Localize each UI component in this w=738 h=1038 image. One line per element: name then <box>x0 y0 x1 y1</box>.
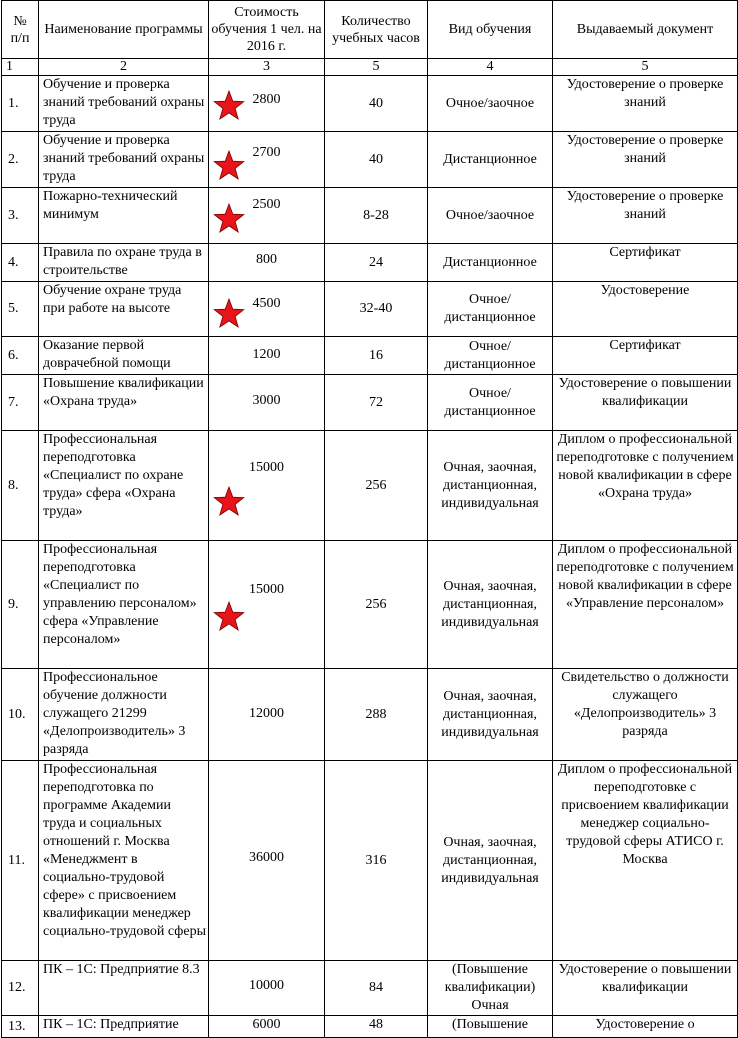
program-name: Оказание первой доврачебной помощи <box>39 337 209 375</box>
price-cell <box>209 1016 325 1038</box>
row-number: 7. <box>2 375 39 431</box>
row-number: 10. <box>2 669 39 761</box>
price-value: 12000 <box>249 706 284 721</box>
hours-value: 24 <box>325 244 428 282</box>
study-type: Очное/заочное <box>428 76 553 132</box>
price-value: 4500 <box>252 296 281 311</box>
header-hours: Количество учебных часов <box>325 1 428 59</box>
hours-value: 256 <box>325 431 428 541</box>
star-icon <box>213 486 245 516</box>
study-type: Очная, заочная, дистанционная, индивидуальная <box>428 669 553 761</box>
header-name: Наименование программы <box>39 1 209 59</box>
price-cell <box>209 669 325 761</box>
study-type: (Повышение квалификации) Очная <box>428 961 553 1016</box>
price-cell <box>209 337 325 375</box>
price-value: 2500 <box>252 197 281 212</box>
table-row <box>2 282 738 337</box>
hours-value: 40 <box>325 132 428 188</box>
study-type: Очное/заочное <box>428 188 553 244</box>
study-type: Очное/дистанционное <box>428 375 553 431</box>
issued-document: Удостоверение о проверке знаний <box>553 76 738 132</box>
row-number: 9. <box>2 541 39 669</box>
study-type: Очная, заочная, дистанционная, индивидуальная <box>428 761 553 961</box>
issued-document: Сертификат <box>553 244 738 282</box>
header-type: Вид обучения <box>428 1 553 59</box>
hours-value: 40 <box>325 76 428 132</box>
hours-value: 48 <box>325 1016 428 1038</box>
price-value: 15000 <box>249 582 284 597</box>
program-name: ПК – 1С: Предприятие 8.3 <box>39 961 209 1016</box>
row-number: 12. <box>2 961 39 1016</box>
price-cell <box>209 761 325 961</box>
program-name: ПК – 1С: Предприятие <box>39 1016 209 1038</box>
price-value: 15000 <box>249 460 284 475</box>
price-value: 36000 <box>249 850 284 865</box>
star-icon <box>213 298 245 328</box>
program-name: Повышение квалификации «Охрана труда» <box>39 375 209 431</box>
table-row <box>2 761 738 961</box>
hours-value: 84 <box>325 961 428 1016</box>
study-type: Очное/дистанционное <box>428 282 553 337</box>
hours-value: 16 <box>325 337 428 375</box>
column-number: 5 <box>325 59 428 76</box>
hours-value: 32-40 <box>325 282 428 337</box>
issued-document: Диплом о профессиональной переподготовке с получением новой квалификации в сфере «Управление персоналом» <box>553 541 738 669</box>
hours-value: 288 <box>325 669 428 761</box>
column-number: 4 <box>428 59 553 76</box>
row-number: 1. <box>2 76 39 132</box>
table-row <box>2 375 738 431</box>
price-value: 2700 <box>252 145 281 160</box>
program-name: Профессиональное обучение должности служащего 21299 «Делопроизводитель» 3 разряда <box>39 669 209 761</box>
issued-document: Удостоверение о проверке знаний <box>553 132 738 188</box>
hours-value: 256 <box>325 541 428 669</box>
issued-document: Свидетельство о должности служащего «Делопроизводитель» 3 разряда <box>553 669 738 761</box>
column-number: 1 <box>2 59 39 76</box>
program-name: Обучение и проверка знаний требований охраны труда <box>39 76 209 132</box>
table-row <box>2 337 738 375</box>
study-type: Очная, заочная, дистанционная, индивидуальная <box>428 431 553 541</box>
study-type: Очная, заочная, дистанционная, индивидуальная <box>428 541 553 669</box>
table-row <box>2 132 738 188</box>
program-name: Правила по охране труда в строительстве <box>39 244 209 282</box>
price-cell <box>209 282 325 337</box>
study-type: Дистанционное <box>428 244 553 282</box>
program-name: Профессиональная переподготовка по программе Академии труда и социальных отношений г. Москва «Менеджмент в социально-трудовой сфере» с присвоением квалификации менеджер социально-трудовой сферы <box>39 761 209 961</box>
study-type: Дистанционное <box>428 132 553 188</box>
issued-document: Диплом о профессиональной переподготовке с получением новой квалификации в сфере «Охрана труда» <box>553 431 738 541</box>
table-row <box>2 188 738 244</box>
table-row <box>2 431 738 541</box>
issued-document: Удостоверение <box>553 282 738 337</box>
hours-value: 316 <box>325 761 428 961</box>
header-row <box>2 1 738 59</box>
hours-value: 72 <box>325 375 428 431</box>
price-cell <box>209 431 325 541</box>
star-icon <box>213 203 245 233</box>
issued-document: Удостоверение о проверке знаний <box>553 188 738 244</box>
price-cell <box>209 961 325 1016</box>
price-cell <box>209 541 325 669</box>
table-row <box>2 669 738 761</box>
study-type: Очное/дистанционное <box>428 337 553 375</box>
row-number: 3. <box>2 188 39 244</box>
issued-document: Удостоверение о повышении квалификации <box>553 961 738 1016</box>
column-number: 2 <box>39 59 209 76</box>
column-number-row <box>2 59 738 76</box>
program-name: Профессиональная переподготовка «Специалист по охране труда» сфера «Охрана труда» <box>39 431 209 541</box>
star-icon <box>213 601 245 631</box>
price-cell <box>209 132 325 188</box>
price-value: 3000 <box>252 393 281 408</box>
price-cell <box>209 375 325 431</box>
price-value: 800 <box>256 252 277 267</box>
issued-document: Удостоверение о <box>553 1016 738 1038</box>
price-table <box>1 0 738 1038</box>
issued-document: Удостоверение о повышении квалификации <box>553 375 738 431</box>
row-number: 8. <box>2 431 39 541</box>
table-row <box>2 76 738 132</box>
price-value: 1200 <box>252 347 281 362</box>
star-icon <box>213 150 245 180</box>
program-name: Обучение охране труда при работе на высоте <box>39 282 209 337</box>
row-number: 6. <box>2 337 39 375</box>
table-body <box>2 76 738 1038</box>
issued-document: Сертификат <box>553 337 738 375</box>
header-price: Стоимость обучения 1 чел. на 2016 г. <box>209 1 325 59</box>
column-number: 3 <box>209 59 325 76</box>
row-number: 5. <box>2 282 39 337</box>
star-icon <box>213 90 245 120</box>
column-number: 5 <box>553 59 738 76</box>
table-row <box>2 1016 738 1038</box>
program-name: Обучение и проверка знаний требований охраны труда <box>39 132 209 188</box>
row-number: 4. <box>2 244 39 282</box>
table-row <box>2 541 738 669</box>
program-name: Пожарно-технический минимум <box>39 188 209 244</box>
price-cell <box>209 76 325 132</box>
hours-value: 8-28 <box>325 188 428 244</box>
program-name: Профессиональная переподготовка «Специалист по управлению персоналом» сфера «Управление персоналом» <box>39 541 209 669</box>
header-num: № п/п <box>2 1 39 59</box>
issued-document: Диплом о профессиональной переподготовке с присвоением квалификации менеджер социально-трудовой сферы АТИСО г. Москва <box>553 761 738 961</box>
price-cell <box>209 244 325 282</box>
price-value: 10000 <box>249 978 284 993</box>
study-type: (Повышение <box>428 1016 553 1038</box>
row-number: 11. <box>2 761 39 961</box>
header-doc: Выдаваемый документ <box>553 1 738 59</box>
price-cell <box>209 188 325 244</box>
table-row <box>2 961 738 1016</box>
row-number: 13. <box>2 1016 39 1038</box>
table-row <box>2 244 738 282</box>
price-value: 2800 <box>252 92 281 107</box>
price-value: 6000 <box>252 1017 281 1032</box>
row-number: 2. <box>2 132 39 188</box>
